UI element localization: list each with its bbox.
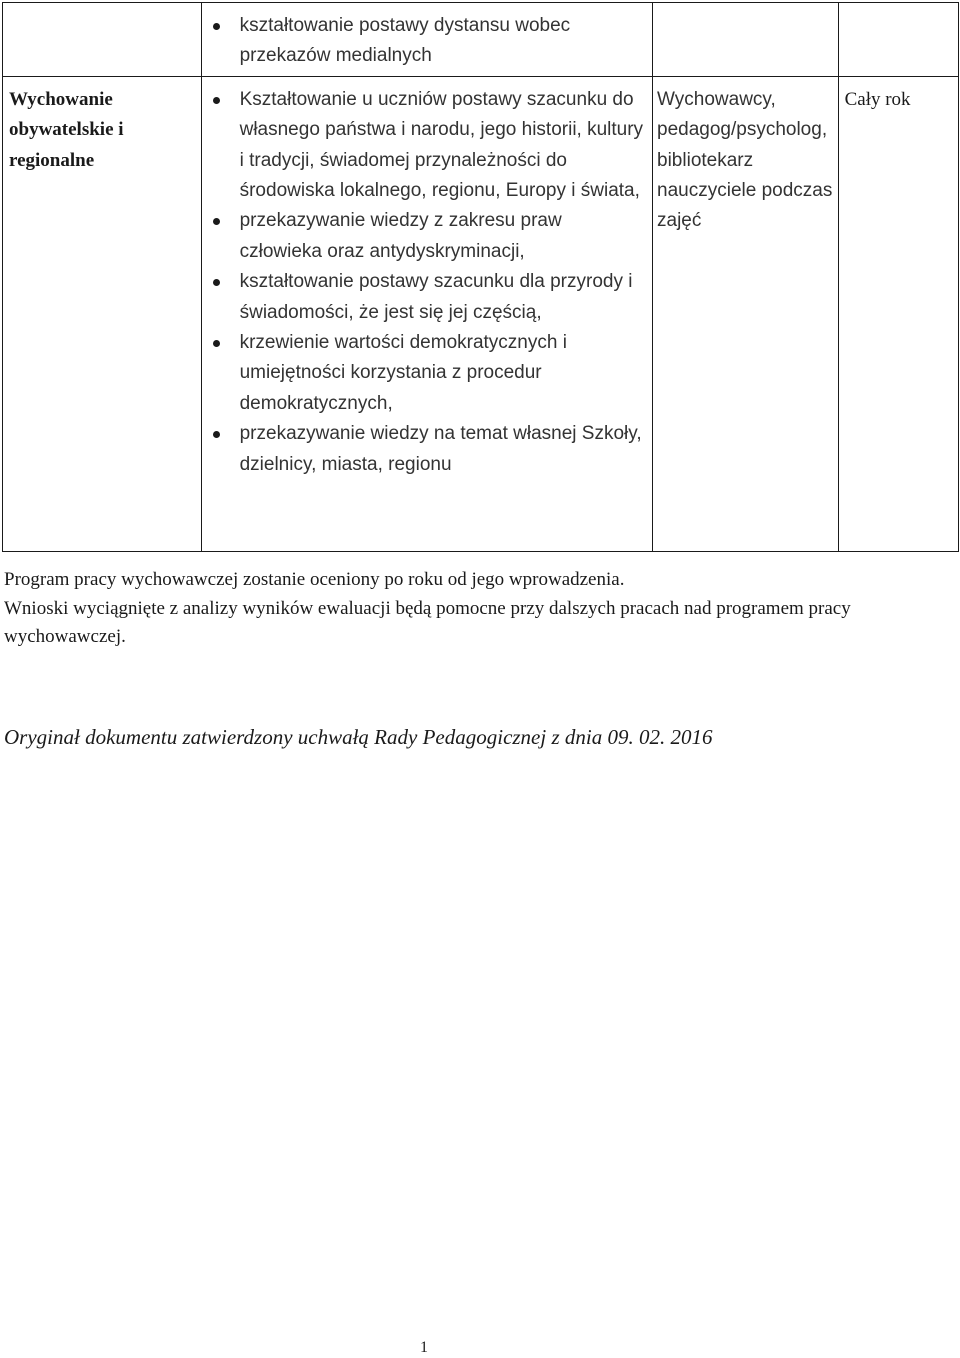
- responsible-cell: [653, 3, 839, 77]
- bullet-icon: [213, 340, 220, 347]
- time-text: Cały rok: [844, 88, 911, 110]
- list-item: [202, 328, 648, 419]
- area-cell: [3, 76, 202, 551]
- responsible-text: Wychowawcy, pedagog/psycholog, bibliotekarz nauczyciele podczas zajęć: [657, 88, 833, 232]
- list-item: [202, 419, 648, 480]
- area-cell: [3, 3, 202, 77]
- list-item: [202, 267, 648, 328]
- bullet-icon: [213, 23, 220, 30]
- task-text: przekazywanie wiedzy z zakresu praw człowieka oraz antydyskryminacji,: [239, 210, 562, 262]
- table-row: [3, 76, 959, 551]
- task-text: przekazywanie wiedzy na temat własnej Szkoły, dzielnicy, miasta, regionu: [239, 423, 642, 475]
- task-text: krzewienie wartości demokratycznych i umiejętności korzystania z procedur demokratycznych,: [239, 332, 567, 414]
- conclusions-line: Wnioski wyciągnięte z analizy wyników ewaluacji będą pomocne przy dalszych pracach nad programem pracy wychowawczej.: [4, 597, 851, 647]
- evaluation-note: [4, 566, 954, 652]
- task-list: [202, 77, 652, 488]
- time-cell: [838, 3, 958, 77]
- list-item: [202, 11, 648, 72]
- responsible-cell: [653, 76, 839, 551]
- bullet-icon: [213, 218, 220, 225]
- page-number: 1: [420, 1339, 428, 1356]
- evaluation-line: Program pracy wychowawczej zostanie oceniony po roku od jego wprowadzenia.: [4, 569, 625, 590]
- list-item: [202, 85, 648, 207]
- task-text: Kształtowanie u uczniów postawy szacunku do własnego państwa i narodu, jego historii, kultury i tradycji, świadomej przynależności do środowiska lokalnego, regionu, Europy i świata,: [239, 88, 644, 202]
- area-title: [3, 3, 201, 19]
- tasks-cell: [201, 3, 652, 77]
- area-title: Wychowanie obywatelskie i regionalne: [9, 88, 124, 171]
- list-item: [202, 206, 648, 267]
- table-row: [3, 3, 959, 77]
- tasks-cell: [201, 76, 652, 551]
- time-text: [839, 3, 958, 19]
- task-text: kształtowanie postawy szacunku dla przyrody i świadomości, że jest się jej częścią,: [239, 271, 633, 323]
- bullet-icon: [213, 97, 220, 104]
- bullet-icon: [213, 279, 220, 286]
- task-text: kształtowanie postawy dystansu wobec przekazów medialnych: [239, 15, 571, 67]
- task-list: [202, 3, 652, 76]
- time-cell: [838, 76, 958, 551]
- approval-note: Oryginał dokumentu zatwierdzony uchwałą Rady Pedagogicznej z dnia 09. 02. 2016: [4, 725, 713, 749]
- bullet-icon: [213, 431, 220, 438]
- program-table: [2, 2, 959, 552]
- responsible-text: [653, 3, 838, 19]
